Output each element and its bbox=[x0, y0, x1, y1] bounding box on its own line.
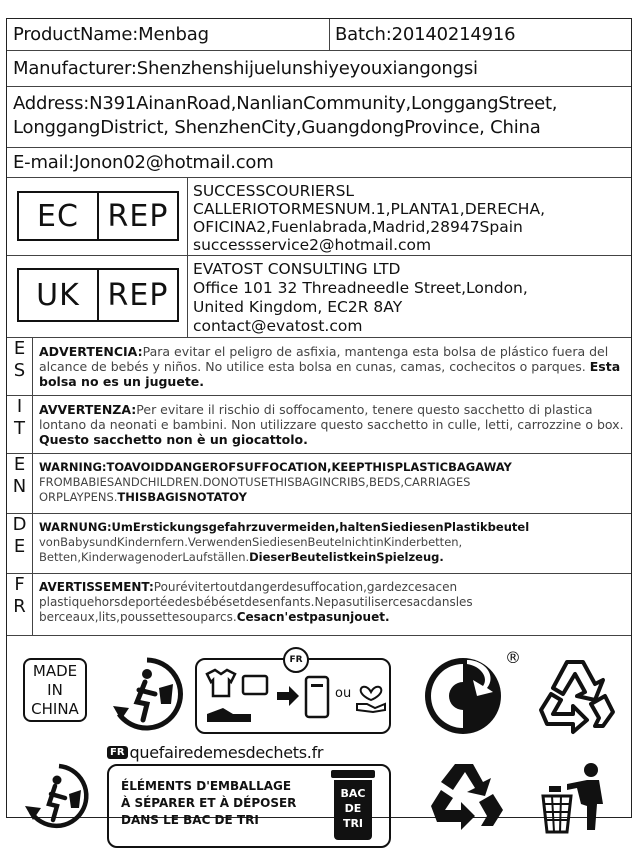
address-row bbox=[7, 87, 631, 148]
product-name: ProductName:Menbag bbox=[13, 24, 209, 45]
tidyman-recycle-icon bbox=[107, 654, 189, 734]
divider bbox=[187, 256, 188, 337]
lang-letter: E bbox=[13, 454, 26, 475]
lang-letter: I bbox=[16, 396, 23, 417]
warning-head: ADVERTENCIA: bbox=[39, 344, 143, 359]
lang-code bbox=[7, 514, 33, 573]
tidyman-circle-icon bbox=[21, 762, 99, 832]
email-row bbox=[7, 148, 631, 178]
warning-text bbox=[39, 344, 627, 389]
triman-fr-tag: FR bbox=[107, 746, 128, 759]
email: E-mail:Jonon02@hotmail.com bbox=[13, 152, 274, 173]
uk-rep-mark bbox=[17, 268, 179, 322]
warning-text bbox=[39, 520, 627, 565]
triman-block bbox=[107, 742, 391, 850]
lang-letter: N bbox=[12, 476, 27, 497]
warning-en bbox=[7, 454, 631, 514]
lang-letter: R bbox=[13, 596, 26, 617]
lang-letter: E bbox=[13, 536, 26, 557]
lang-letter: S bbox=[13, 360, 26, 381]
or-text: ou bbox=[335, 686, 352, 701]
ec-rep-address bbox=[193, 182, 545, 254]
triman-site bbox=[107, 742, 323, 762]
recycle-solid-icon bbox=[425, 760, 505, 834]
sorting-instruction-panel bbox=[195, 655, 391, 734]
warning-text bbox=[39, 460, 627, 505]
warning-it bbox=[7, 396, 631, 454]
warning-tail: THISBAGISNOTATOY bbox=[117, 490, 248, 504]
made-in-line: CHINA bbox=[31, 700, 79, 718]
triman-line: ÉLÉMENTS D'EMBALLAGE bbox=[121, 779, 292, 793]
ec-rep-mark-rep: REP bbox=[97, 193, 177, 239]
warning-tail: DieserBeutelistkeinSpielzeug. bbox=[249, 550, 444, 564]
ec-rep-line: OFICINA2,Fuenlabrada,Madrid,28947Spain bbox=[193, 218, 523, 236]
divider bbox=[329, 19, 330, 50]
lang-code bbox=[7, 574, 33, 635]
warning-body: Pourévitertoutdangerdesuffocation,gardezcesacen plastiquehorsdeportéedesbébésetdesenfants.Nepasutilisercesacdansles berceaux,lits,poussettesouparcs. bbox=[39, 580, 473, 624]
uk-rep-line: contact@evatost.com bbox=[193, 317, 363, 335]
lang-letter: D bbox=[12, 514, 27, 535]
ec-rep-line: successservice2@hotmail.com bbox=[193, 236, 432, 254]
recycle-outline-icon bbox=[533, 656, 617, 738]
warning-fr bbox=[7, 574, 631, 636]
uk-rep-mark-uk: UK bbox=[36, 277, 80, 313]
warning-text bbox=[39, 580, 627, 625]
ec-rep-line: CALLERIOTORMESNUM.1,PLANTA1,DERECHA, bbox=[193, 200, 545, 218]
warning-head: AVERTISSEMENT: bbox=[39, 580, 154, 594]
product-label bbox=[6, 18, 632, 830]
triman-line: DANS LE BAC DE TRI bbox=[121, 813, 259, 827]
tidyman-bin-icon bbox=[537, 760, 615, 836]
bin-body bbox=[334, 780, 372, 840]
uk-rep-address bbox=[193, 260, 528, 336]
manufacturer-row bbox=[7, 51, 631, 87]
ec-rep-mark-ec: EC bbox=[37, 198, 79, 234]
lang-code bbox=[7, 454, 33, 513]
warning-head: AVVERTENZA: bbox=[39, 402, 137, 417]
made-in-line: MADE bbox=[32, 662, 78, 680]
warning-body: FROMBABIESANDCHILDREN.DONOTUSETHISBAGINCRIBS,BEDS,CARRIAGES ORPLAYPENS. bbox=[39, 475, 471, 504]
ec-rep-line: SUCCESSCOURIERSL bbox=[193, 182, 355, 200]
uk-rep-row bbox=[7, 256, 631, 338]
uk-rep-mark-rep: REP bbox=[97, 270, 177, 320]
warning-text bbox=[39, 402, 627, 447]
ec-rep-mark bbox=[17, 191, 179, 241]
bin-lid bbox=[331, 770, 375, 778]
uk-rep-line: EVATOST CONSULTING LTD bbox=[193, 260, 401, 278]
triman-instructions bbox=[121, 778, 296, 829]
batch-number: Batch:20140214916 bbox=[335, 24, 516, 45]
divider bbox=[187, 178, 188, 255]
bin-text: DE bbox=[344, 802, 362, 815]
lang-letter: F bbox=[14, 574, 25, 595]
bin-text: BAC bbox=[340, 787, 366, 800]
symbols-area bbox=[7, 636, 631, 830]
lang-letter: E bbox=[13, 338, 26, 359]
warning-head: WARNING:TOAVOIDDANGEROFSUFFOCATION,KEEPTHISPLASTICBAGAWAY bbox=[39, 460, 512, 474]
warning-tail: Esta bolsa no es un juguete. bbox=[39, 359, 621, 389]
manufacturer: Manufacturer:Shenzhenshijuelunshiyeyouxiangongsi bbox=[13, 58, 478, 79]
uk-rep-line: Office 101 32 Threadneedle Street,London, bbox=[193, 279, 528, 297]
triman-line: À SÉPARER ET À DÉPOSER bbox=[121, 796, 297, 810]
uk-rep-line: United Kingdom, EC2R 8AY bbox=[193, 298, 403, 316]
warning-de bbox=[7, 514, 631, 574]
lang-letter: T bbox=[14, 418, 25, 439]
green-dot-icon bbox=[421, 652, 509, 738]
fr-badge: FR bbox=[283, 647, 309, 673]
warning-head: WARNUNG:UmErstickungsgefahrzuvermeiden,haltenSiediesenPlastikbeutel bbox=[39, 520, 530, 534]
donate-heart-icon bbox=[355, 678, 387, 714]
arrow-right-icon bbox=[277, 686, 299, 706]
address-line-2: LonggangDistrict, ShenzhenCity,GuangdongProvince, China bbox=[13, 117, 541, 138]
ec-rep-row bbox=[7, 178, 631, 256]
warning-tail: Cesacn'estpasunjouet. bbox=[236, 610, 390, 624]
warning-body: Per evitare il rischio di soffocamento, tenere questo sacchetto di plastica lontano da neonati e bambini. Non utilizzare questo sacchetto in culle, letti, carrozzine o box. bbox=[39, 402, 624, 432]
triman-panel bbox=[107, 764, 391, 848]
collection-box-icon bbox=[303, 674, 331, 720]
warning-es bbox=[7, 338, 631, 396]
made-in-china-icon bbox=[23, 658, 87, 722]
registered-mark: ® bbox=[505, 648, 521, 667]
triman-site-url: quefairedemesdechets.fr bbox=[129, 742, 324, 762]
lang-code bbox=[7, 396, 33, 453]
sorting-bin-icon bbox=[331, 770, 375, 842]
bin-text: TRI bbox=[342, 817, 364, 830]
product-row bbox=[7, 19, 631, 51]
address-line-1: Address:N391AinanRoad,NanlianCommunity,LonggangStreet, bbox=[13, 93, 558, 114]
lang-code bbox=[7, 338, 33, 395]
clothes-shoes-icon bbox=[203, 668, 273, 728]
warning-body: Para evitar el peligro de asfixia, mantenga esta bolsa de plástico fuera del alcance de bebés y niños. No utilice esta bolsa en cunas, camas, cochecitos o parques. bbox=[39, 344, 609, 374]
warning-tail: Questo sacchetto non è un giocattolo. bbox=[39, 432, 308, 447]
made-in-line: IN bbox=[47, 681, 63, 699]
warning-body: vonBabysundKindernfern.VerwendenSiediesenBeutelnichtinKinderbetten, Betten,KinderwagenoderLaufställen. bbox=[39, 535, 463, 564]
